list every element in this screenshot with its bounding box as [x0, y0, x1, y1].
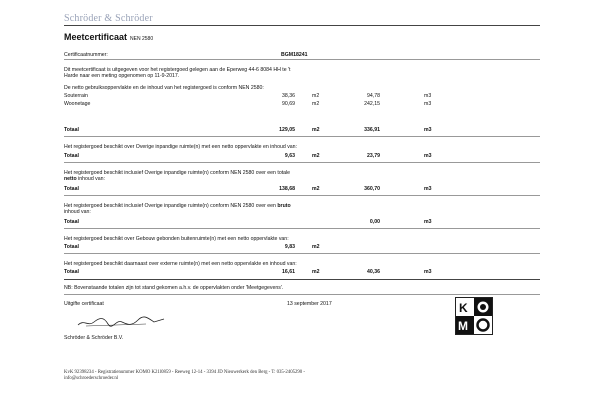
total-area: 129,05: [279, 127, 295, 133]
section-total-net-text: Het registergoed beschikt inclusief Overige inpandige ruimte(n) conform NEN 2580 over een totale: [64, 170, 291, 176]
total-volume: 360,70: [364, 186, 380, 192]
footer-line-2: info@schroederschroeder.nl: [64, 376, 119, 381]
divider: [64, 279, 540, 280]
intro-line-1: Dit meetcertificaat is uitgegeven voor het registergoed gelegen aan de Eperweg 44-6 8084 HH te 't: [64, 67, 291, 73]
total-label: Totaal: [64, 244, 79, 250]
total-label: Totaal: [64, 269, 79, 275]
total-volume: 336,91: [364, 127, 380, 133]
total-area-unit: m2: [312, 127, 320, 133]
total-area-unit: m2: [312, 153, 320, 159]
svg-text:K: K: [459, 301, 468, 315]
total-label: Totaal: [64, 186, 79, 192]
total-volume: 40,36: [367, 269, 380, 275]
total-area: 16,61: [282, 269, 295, 275]
divider: [64, 59, 540, 60]
total-area: 138,68: [279, 186, 295, 192]
total-label: Totaal: [64, 219, 79, 225]
total-volume-unit: m3: [424, 186, 432, 192]
signature-icon: [76, 313, 166, 329]
section-other-indoor-text: Het registergoed beschikt over Overige inpandige ruimte(n) met een netto oppervlakte en inhoud van:: [64, 144, 297, 150]
divider: [64, 294, 540, 295]
table-row-area-unit: m2: [312, 101, 320, 107]
divider: [64, 253, 540, 254]
issued-date: 13 september 2017: [287, 301, 332, 307]
total-area: 9,83: [284, 244, 295, 250]
section-outdoor-text: Het registergoed beschikt over Gebouw gebonden buitenruimte(n) met een netto oppervlakte van:: [64, 236, 289, 242]
table-row-volume-unit: m3: [424, 101, 432, 107]
net-rest: inhoud van:: [76, 176, 105, 182]
divider: [64, 162, 540, 163]
section-total-gross-text: [64, 203, 291, 209]
divider: [64, 195, 540, 196]
total-area: 9,63: [284, 153, 295, 159]
table-row-area: 90,69: [282, 101, 295, 107]
total-area-unit: m2: [312, 244, 320, 250]
section-total-net-text-2: [64, 176, 105, 182]
title-norm: NEN 2580: [130, 36, 154, 42]
total-area-unit: m2: [312, 269, 320, 275]
footer-line-1: KvK 92398234 - Registratienummer KOMO K21l0859 - Reeweg 12-14 - 3394 JD Nieuwerkerk den Berg - T: 035-2405290 -: [64, 370, 305, 375]
total-volume: 0,00: [369, 219, 380, 225]
section-external-text: Het registergoed beschikt daarnaast over externe ruimte(n) met een netto oppervlakte en inhoud van:: [64, 261, 297, 267]
total-volume-unit: m3: [424, 269, 432, 275]
table-row-volume: 94,78: [367, 93, 380, 99]
company-name: Schröder & Schröder B.V.: [64, 335, 124, 341]
intro-line-2: Harde naar een meting opgenomen op 11-9-2017.: [64, 73, 180, 79]
table-row-label: Souterrain: [64, 93, 88, 99]
section-total-gross-text-2: inhoud van:: [64, 209, 91, 215]
page-title: [64, 32, 153, 42]
total-volume-unit: m3: [424, 127, 432, 133]
certificate-label: Certificaatnummer:: [64, 52, 108, 58]
note: NB: Bovenstaande totalen zijn tot stand gekomen a.h.v. de oppervlakten onder 'Meetgegevens'.: [64, 285, 284, 291]
header-rule: [64, 25, 540, 26]
divider: [64, 136, 540, 137]
certificate-number: BGM18241: [281, 52, 308, 58]
net-intro: De netto gebruiksoppervlakte en de inhoud van het registergoed is conform NEN 2580:: [64, 85, 264, 91]
divider: [64, 228, 540, 229]
net-emphasis: netto: [64, 176, 77, 182]
table-row-area: 38,36: [282, 93, 295, 99]
svg-text:M: M: [458, 319, 468, 333]
table-row-area-unit: m2: [312, 93, 320, 99]
table-row-volume-unit: m3: [424, 93, 432, 99]
table-row-label: Woonetage: [64, 101, 91, 107]
title-text: Meetcertificaat: [64, 32, 128, 42]
total-volume-unit: m3: [424, 219, 432, 225]
total-label: Totaal: [64, 127, 79, 133]
brand-logo-text: Schröder & Schröder: [64, 13, 153, 24]
gross-text: Het registergoed beschikt inclusief Overige inpandige ruimte(n) conform NEN 2580 over een: [64, 203, 276, 209]
total-label: Totaal: [64, 153, 79, 159]
gross-emphasis: bruto: [277, 203, 291, 209]
total-volume-unit: m3: [424, 153, 432, 159]
issued-label: Uitgifte certificaat: [64, 301, 104, 307]
komo-logo-icon: [455, 297, 493, 335]
total-volume: 23,79: [367, 153, 380, 159]
footer: [64, 370, 464, 382]
table-row-volume: 242,15: [364, 101, 380, 107]
total-area-unit: m2: [312, 186, 320, 192]
